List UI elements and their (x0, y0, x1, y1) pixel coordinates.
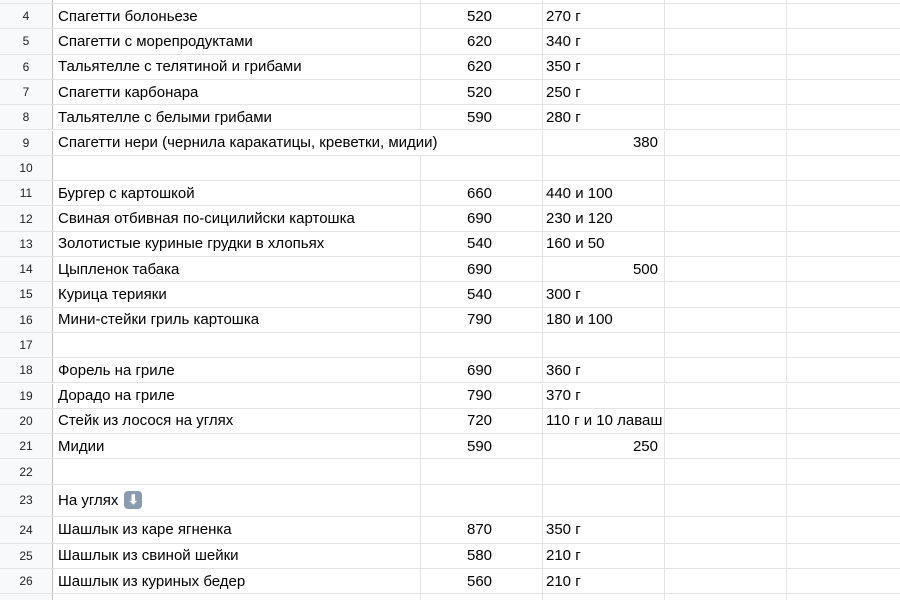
row-number[interactable]: 11 (0, 181, 53, 205)
cell-weight[interactable]: 250 г (543, 80, 665, 104)
cell-empty[interactable] (665, 4, 787, 28)
cell-dish-name[interactable] (53, 358, 421, 382)
row-number[interactable]: 5 (0, 29, 53, 53)
cell-empty[interactable] (665, 206, 787, 230)
cell-empty[interactable] (787, 156, 900, 180)
cell[interactable] (53, 594, 421, 600)
cell[interactable] (421, 594, 543, 600)
cell-empty[interactable] (787, 80, 900, 104)
table-row (0, 544, 900, 569)
cell-weight[interactable]: 110 г и 10 лаваш (543, 409, 665, 433)
cell-weight[interactable]: 180 и 100 (543, 308, 665, 332)
cell-price[interactable]: 560 (421, 569, 543, 593)
table-row (0, 384, 900, 409)
cell-empty[interactable] (787, 257, 900, 281)
table-row (0, 257, 900, 282)
cell-empty[interactable] (665, 105, 787, 129)
cell-empty[interactable] (665, 308, 787, 332)
cell-dish-name[interactable] (53, 517, 421, 543)
cell-weight[interactable] (543, 156, 665, 180)
partial-bottom-row (0, 594, 900, 600)
row-number[interactable]: 26 (0, 569, 53, 593)
cell-dish-name[interactable] (53, 55, 421, 79)
cell-price[interactable]: 620 (421, 55, 543, 79)
cell-dish-name[interactable] (53, 105, 421, 129)
table-row (0, 569, 900, 594)
cell-weight[interactable]: 210 г (543, 544, 665, 568)
cell-price[interactable]: 520 (421, 4, 543, 28)
cell[interactable] (665, 0, 787, 3)
cell-empty[interactable] (787, 232, 900, 256)
row-number[interactable]: 25 (0, 544, 53, 568)
table-row (0, 434, 900, 459)
cell-price[interactable] (421, 131, 543, 155)
row-number[interactable]: 6 (0, 55, 53, 79)
cell-price[interactable]: 720 (421, 409, 543, 433)
cell-empty[interactable] (665, 409, 787, 433)
row-number[interactable]: 17 (0, 333, 53, 357)
cell-empty[interactable] (665, 55, 787, 79)
cell-price[interactable]: 790 (421, 384, 543, 408)
cell-empty[interactable] (665, 80, 787, 104)
row-number[interactable]: 20 (0, 409, 53, 433)
dish-name: Тальятелле с телятиной и грибами (58, 58, 302, 76)
cell-empty[interactable] (787, 358, 900, 382)
cell-dish-name[interactable] (53, 181, 421, 205)
cell-empty[interactable] (787, 282, 900, 306)
cell-empty[interactable] (665, 434, 787, 458)
cell-dish-name[interactable] (53, 459, 421, 483)
cell[interactable] (53, 0, 421, 3)
row-number (0, 0, 53, 3)
cell-empty[interactable] (665, 544, 787, 568)
row-number (0, 594, 53, 600)
cell-empty[interactable] (665, 459, 787, 483)
dish-name: Свиная отбивная по-сицилийски картошка (58, 210, 355, 228)
dish-name: Бургер с картошкой (58, 184, 195, 202)
row-number[interactable]: 23 (0, 485, 53, 516)
cell-weight[interactable]: 380 (543, 131, 665, 155)
dish-name: На углях (58, 491, 119, 509)
cell-empty[interactable] (787, 131, 900, 155)
table-row (0, 485, 900, 517)
dish-name: Мидии (58, 437, 105, 455)
cell-price[interactable]: 690 (421, 206, 543, 230)
dish-name: Золотистые куриные грудки в хлопьях (58, 235, 325, 253)
cell-dish-name[interactable] (53, 544, 421, 568)
dish-name: Тальятелле с белыми грибами (58, 108, 272, 126)
cell-weight[interactable]: 230 и 120 (543, 206, 665, 230)
cell-weight[interactable]: 160 и 50 (543, 232, 665, 256)
cell-weight[interactable]: 280 г (543, 105, 665, 129)
cell-dish-name[interactable] (53, 206, 421, 230)
cell-empty[interactable] (787, 409, 900, 433)
cell-dish-name[interactable] (53, 569, 421, 593)
row-number[interactable]: 8 (0, 105, 53, 129)
cell-weight[interactable]: 360 г (543, 358, 665, 382)
cell-price[interactable] (421, 459, 543, 483)
cell-empty[interactable] (787, 29, 900, 53)
cell-dish-name[interactable] (53, 282, 421, 306)
table-row (0, 459, 900, 484)
dish-name: Цыпленок табака (58, 260, 180, 278)
row-number[interactable]: 7 (0, 80, 53, 104)
cell-empty[interactable] (665, 333, 787, 357)
cell-dish-name[interactable] (53, 308, 421, 332)
row-number[interactable]: 14 (0, 257, 53, 281)
cell[interactable] (421, 0, 543, 3)
dish-name: Шашлык из свиной шейки (58, 547, 239, 565)
row-number[interactable]: 24 (0, 517, 53, 543)
row-number[interactable]: 19 (0, 384, 53, 408)
dish-name: Стейк из лосося на углях (58, 412, 234, 430)
table-row (0, 131, 900, 156)
cell[interactable] (543, 594, 665, 600)
cell-empty[interactable] (787, 105, 900, 129)
cell-empty[interactable] (787, 206, 900, 230)
cell-dish-name[interactable] (53, 257, 421, 281)
dish-name: Спагетти карбонара (58, 83, 199, 101)
table-row (0, 358, 900, 383)
row-number[interactable]: 9 (0, 131, 53, 155)
table-row (0, 517, 900, 544)
cell-empty[interactable] (665, 181, 787, 205)
dish-name: Шашлык из куриных бедер (58, 572, 246, 590)
cell-price[interactable]: 540 (421, 232, 543, 256)
cell-empty[interactable] (665, 131, 787, 155)
cell-dish-name[interactable] (53, 232, 421, 256)
cell[interactable] (787, 594, 900, 600)
dish-name: Курица терияки (58, 285, 167, 303)
cell-empty[interactable] (787, 569, 900, 593)
row-number[interactable]: 4 (0, 4, 53, 28)
cell-dish-name[interactable] (53, 409, 421, 433)
cell-empty[interactable] (665, 569, 787, 593)
down-arrow-icon: ⬇ (124, 491, 142, 509)
cell-price[interactable]: 580 (421, 544, 543, 568)
cell-weight[interactable] (543, 333, 665, 357)
cell-weight[interactable]: 370 г (543, 384, 665, 408)
cell-empty[interactable] (787, 459, 900, 483)
cell-empty[interactable] (787, 181, 900, 205)
cell-dish-name[interactable] (53, 131, 438, 155)
cell-weight[interactable] (543, 485, 665, 516)
cell-empty[interactable] (787, 308, 900, 332)
cell-price[interactable] (421, 485, 543, 516)
table-row (0, 282, 900, 307)
cell[interactable] (787, 0, 900, 3)
cell-empty[interactable] (787, 544, 900, 568)
cell-price[interactable]: 660 (421, 181, 543, 205)
cell-price[interactable] (421, 156, 543, 180)
row-number[interactable]: 15 (0, 282, 53, 306)
cell-dish-name[interactable] (53, 333, 421, 357)
cell-empty[interactable] (665, 485, 787, 516)
cell-weight[interactable]: 440 и 100 (543, 181, 665, 205)
dish-name: Спагетти болоньезе (58, 7, 198, 25)
row-number[interactable]: 12 (0, 206, 53, 230)
cell-empty[interactable] (665, 384, 787, 408)
cell-empty[interactable] (665, 156, 787, 180)
table-row (0, 105, 900, 130)
cell-weight[interactable]: 500 (543, 257, 665, 281)
table-row (0, 4, 900, 29)
cell-price[interactable]: 790 (421, 308, 543, 332)
table-row (0, 333, 900, 358)
table-row (0, 80, 900, 105)
cell-price[interactable] (421, 333, 543, 357)
cell-empty[interactable] (787, 55, 900, 79)
cell-empty[interactable] (787, 4, 900, 28)
cell-empty[interactable] (665, 232, 787, 256)
cell-empty[interactable] (787, 333, 900, 357)
table-row (0, 308, 900, 333)
table-row (0, 409, 900, 434)
row-number[interactable]: 18 (0, 358, 53, 382)
cell-price[interactable]: 690 (421, 358, 543, 382)
cell-empty[interactable] (665, 257, 787, 281)
table-row (0, 29, 900, 54)
cell-weight[interactable]: 350 г (543, 55, 665, 79)
dish-name: Дорадо на гриле (58, 387, 175, 405)
cell-dish-name[interactable] (53, 384, 421, 408)
cell-price[interactable]: 870 (421, 517, 543, 543)
row-number[interactable]: 13 (0, 232, 53, 256)
row-number[interactable]: 21 (0, 434, 53, 458)
cell-price[interactable]: 590 (421, 105, 543, 129)
cell-empty[interactable] (787, 434, 900, 458)
cell-weight[interactable] (543, 459, 665, 483)
table-row (0, 55, 900, 80)
cell[interactable] (543, 0, 665, 3)
cell-dish-name[interactable] (53, 156, 421, 180)
cell-weight[interactable]: 250 (543, 434, 665, 458)
dish-name: Шашлык из каре ягненка (58, 521, 232, 539)
cell-empty[interactable] (665, 282, 787, 306)
cell-empty[interactable] (787, 517, 900, 543)
cell-weight[interactable]: 350 г (543, 517, 665, 543)
cell-weight[interactable]: 340 г (543, 29, 665, 53)
cell-price[interactable]: 540 (421, 282, 543, 306)
table-row (0, 206, 900, 231)
row-number[interactable]: 10 (0, 156, 53, 180)
cell-dish-name[interactable] (53, 434, 421, 458)
cell-empty[interactable] (665, 29, 787, 53)
cell-dish-name[interactable] (53, 80, 421, 104)
cell-empty[interactable] (665, 517, 787, 543)
table-row (0, 181, 900, 206)
cell-price[interactable]: 520 (421, 80, 543, 104)
table-row (0, 156, 900, 181)
cell-weight[interactable]: 210 г (543, 569, 665, 593)
dish-name: Форель на гриле (58, 361, 175, 379)
dish-name: Спагетти с морепродуктами (58, 32, 253, 50)
row-number[interactable]: 16 (0, 308, 53, 332)
cell-price[interactable]: 620 (421, 29, 543, 53)
cell-dish-name[interactable] (53, 4, 421, 28)
cell-empty[interactable] (787, 384, 900, 408)
cell[interactable] (665, 594, 787, 600)
dish-name: Мини-стейки гриль картошка (58, 311, 260, 329)
cell-empty[interactable] (665, 358, 787, 382)
cell-price[interactable]: 590 (421, 434, 543, 458)
cell-price[interactable]: 690 (421, 257, 543, 281)
cell-dish-name[interactable] (53, 29, 421, 53)
dish-name: Спагетти нери (чернила каракатицы, креветки, мидии) (58, 134, 438, 152)
row-number[interactable]: 22 (0, 459, 53, 483)
cell-weight[interactable]: 270 г (543, 4, 665, 28)
cell-weight[interactable]: 300 г (543, 282, 665, 306)
cell-empty[interactable] (787, 485, 900, 516)
table-row (0, 232, 900, 257)
cell-dish-name[interactable] (53, 485, 421, 516)
